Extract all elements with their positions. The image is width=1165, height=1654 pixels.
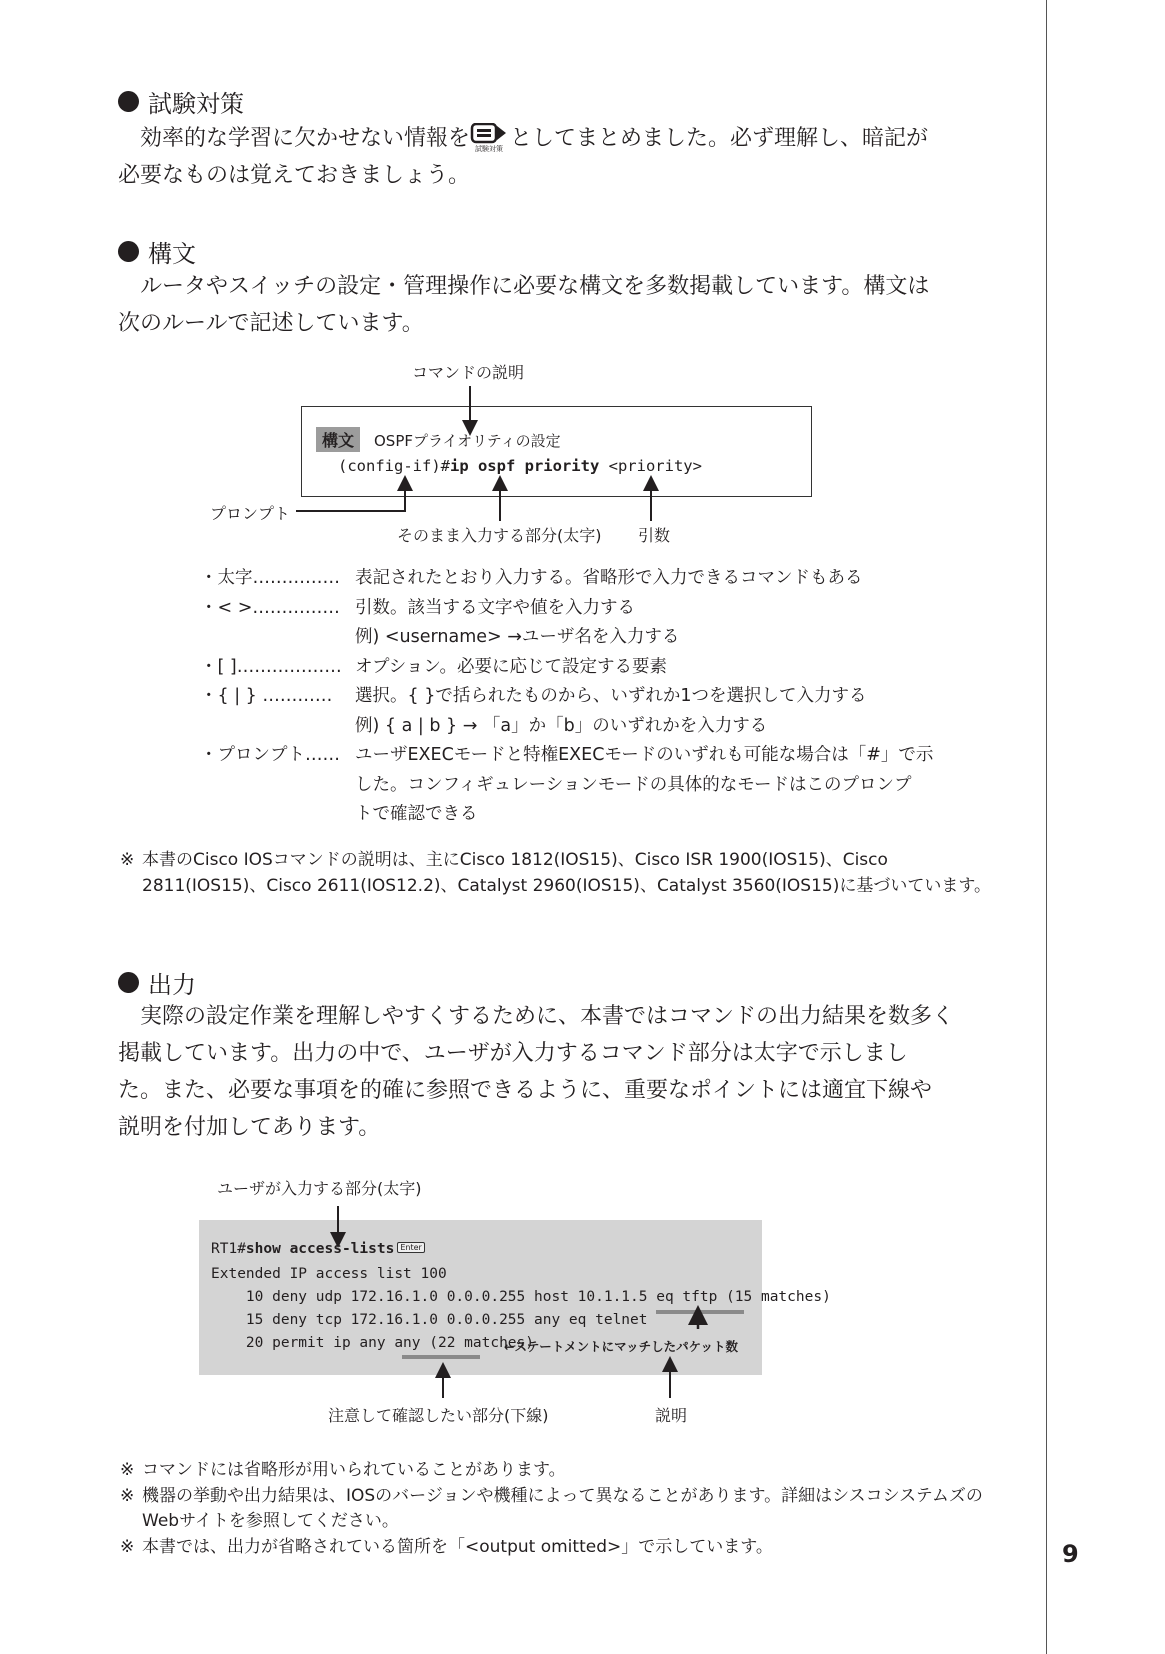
- label-explanation: 説明: [655, 1406, 688, 1425]
- rule-row: [200, 771, 1000, 801]
- note-mark: ※: [120, 1485, 135, 1506]
- rule-description: トで確認できる: [355, 804, 478, 824]
- rule-description: ユーザEXECモードと特権EXECモードのいずれも可能な場合は「#」で示: [355, 745, 934, 765]
- label-user-input: ユーザが入力する部分(太字): [217, 1179, 422, 1198]
- heading-text: 試験対策: [148, 90, 244, 118]
- paragraph-line: 次のルールで記述しています。: [118, 311, 424, 336]
- rule-description: 表記されたとおり入力する。省略形で入力できるコマンドもある: [355, 568, 863, 588]
- paragraph-line: 掲載しています。出力の中で、ユーザが入力するコマンド部分は太字で示しまし: [118, 1041, 908, 1066]
- rule-description: 引数。該当する文字や値を入力する: [355, 597, 635, 618]
- paragraph-text: 効率的な学習に欠かせない情報を: [140, 126, 471, 151]
- note-item: [120, 1484, 1000, 1535]
- rule-term: ・プロンプト……: [200, 745, 340, 765]
- rule-description: 例) { a | b } → 「a」か「b」のいずれかを入力する: [355, 715, 768, 736]
- output-line: Extended IP access list 100: [211, 1266, 447, 1282]
- syntax-rules-list: [200, 564, 1000, 830]
- output-arrows: [0, 1180, 1165, 1420]
- ios-note: [120, 848, 1000, 899]
- output-line: 15 deny tcp 172.16.1.0 0.0.0.255 any eq telnet: [211, 1312, 648, 1328]
- output-line: 20 permit ip any any (22 matches): [211, 1335, 535, 1351]
- rule-term: ・太字……………: [200, 568, 340, 588]
- bottom-notes: [120, 1458, 1000, 1560]
- heading-text: 構文: [148, 240, 196, 268]
- enter-key-icon: Enter: [397, 1242, 424, 1253]
- note-item: [120, 1458, 1000, 1484]
- rule-row: [200, 712, 1000, 742]
- exam-tip-icon-label: 試験対策: [475, 145, 504, 153]
- rule-term: ・[ ]………………: [200, 656, 342, 677]
- note-mark: ※: [120, 850, 135, 870]
- paragraph-line: 必要なものは覚えておきましょう。: [118, 163, 471, 188]
- rule-row: [200, 653, 1000, 683]
- rule-row: [200, 594, 1000, 624]
- label-underline: 注意して確認したい部分(下線): [328, 1406, 549, 1425]
- section-heading-output: [118, 965, 196, 1000]
- output-paragraph: [118, 998, 998, 1146]
- syntax-prompt: (config-if)#: [338, 457, 450, 475]
- label-command-description: コマンドの説明: [412, 363, 525, 382]
- rule-description: オプション。必要に応じて設定する要素: [355, 656, 668, 677]
- rule-term: [200, 712, 355, 742]
- rule-term: ・{ | } …………: [200, 686, 333, 706]
- output-prompt: RT1#: [211, 1241, 246, 1257]
- label-bold-part: そのまま入力する部分(太字): [397, 526, 602, 545]
- paragraph-line: 説明を付加してあります。: [118, 1115, 381, 1140]
- rule-row: [200, 623, 1000, 653]
- note-text: コマンドには省略形が用いられていることがあります。: [142, 1460, 566, 1480]
- syntax-badge: 構文: [316, 427, 360, 452]
- syntax-argument: <priority>: [608, 457, 702, 475]
- rule-row: [200, 741, 1000, 771]
- note-text: 本書のCisco IOSコマンドの説明は、主にCisco 1812(IOS15)、Cisco ISR 1900(IOS15)、Cisco 2811(IOS15)、Cisco 2611(IOS12.2)、Catalyst 2960(IOS15)、Catalyst 3560(IOS15)に基づいています。: [142, 850, 992, 896]
- paragraph-text: としてまとめました。必ず理解し、暗記が: [510, 126, 929, 151]
- syntax-command-bold: ip ospf priority: [449, 457, 600, 475]
- rule-description: 例) <username> →ユーザ名を入力する: [355, 627, 680, 647]
- rule-term: [200, 623, 355, 653]
- note-mark: ※: [120, 1460, 135, 1480]
- label-prompt: プロンプト: [210, 504, 291, 523]
- arrow-to-prompt: [296, 483, 405, 511]
- rule-term: ・< >……………: [200, 597, 340, 618]
- syntax-arrows: [0, 0, 1165, 560]
- bullet-dot-icon: [118, 972, 139, 993]
- paragraph-text: 実際の設定作業を理解しやすくするために、本書ではコマンドの出力結果を数多く: [140, 1004, 955, 1029]
- note-item: [120, 848, 1000, 899]
- rule-term: [200, 800, 355, 830]
- paragraph-text: ルータやスイッチの設定・管理操作に必要な構文を多数掲載しています。構文は: [140, 274, 930, 299]
- note-mark: ※: [120, 1536, 135, 1557]
- rule-row: [200, 682, 1000, 712]
- output-command-bold: show access-lists: [245, 1241, 395, 1257]
- heading-text: 出力: [148, 971, 196, 999]
- rule-row: [200, 800, 1000, 830]
- note-text: 機器の挙動や出力結果は、IOSのバージョンや機種によって異なることがあります。詳細はシスコシステムズのWebサイトを参照してください。: [142, 1485, 983, 1531]
- rule-description: 選択。{ }で括られたものから、いずれか1つを選択して入力する: [355, 686, 867, 706]
- output-annotation: ←ステートメントにマッチしたパケット数: [504, 1339, 738, 1354]
- rule-term: [200, 771, 355, 801]
- note-text: 本書では、出力が省略されている箇所を「<output omitted>」で示しています。: [142, 1536, 773, 1557]
- paragraph-line: た。また、必要な事項を的確に参照できるように、重要なポイントには適宜下線や: [118, 1078, 933, 1103]
- output-line: 10 deny udp 172.16.1.0 0.0.0.255 host 10.1.1.5 eq tftp (15 matches): [211, 1289, 831, 1305]
- note-item: [120, 1535, 1000, 1561]
- rule-description: した。コンフィギュレーションモードの具体的なモードはこのプロンプ: [355, 774, 912, 795]
- page-number: 9: [1062, 1540, 1079, 1568]
- syntax-title: OSPFプライオリティの設定: [374, 432, 561, 450]
- paragraph-line: [118, 998, 998, 1035]
- label-argument: 引数: [638, 526, 671, 545]
- rule-row: [200, 564, 1000, 594]
